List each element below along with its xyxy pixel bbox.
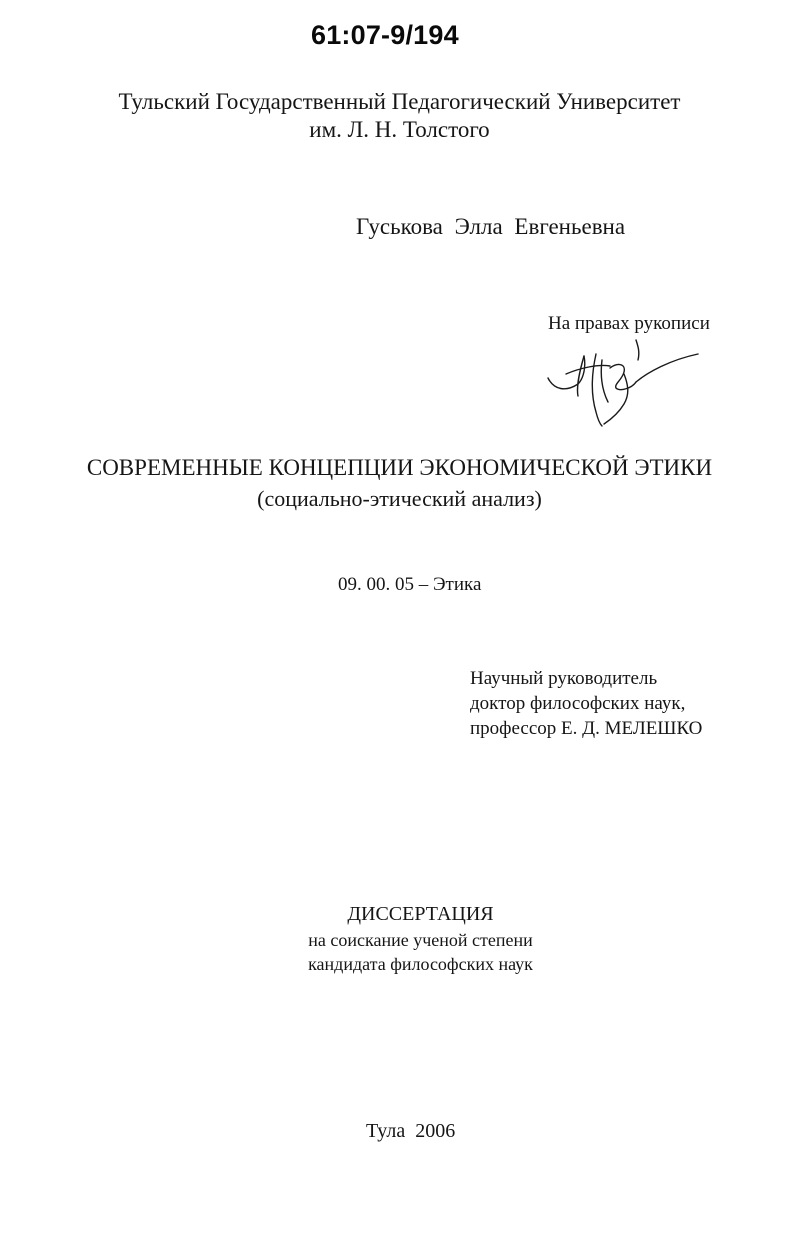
university-block bbox=[0, 88, 799, 144]
university-dedication: им. Л. Н. Толстого bbox=[309, 117, 490, 142]
dissertation-heading: ДИССЕРТАЦИЯ bbox=[347, 903, 494, 925]
supervisor-name: профессор Е. Д. МЕЛЕШКО bbox=[470, 718, 703, 739]
dissertation-subtitle: (социально-этический анализ) bbox=[257, 486, 542, 511]
dissertation-title: СОВРЕМЕННЫЕ КОНЦЕПЦИИ ЭКОНОМИЧЕСКОЙ ЭТИКИ bbox=[86, 455, 713, 480]
catalog-number: 61:07-9/194 bbox=[311, 20, 459, 50]
supervisor-block bbox=[470, 666, 702, 741]
manuscript-note: На правах рукописи bbox=[548, 313, 710, 334]
author-name: Гуськова Элла Евгеньевна bbox=[356, 214, 626, 239]
degree-name: кандидата философских наук bbox=[308, 954, 533, 974]
university-name: Тульский Государственный Педагогический Университет bbox=[118, 89, 681, 114]
supervisor-role: Научный руководитель bbox=[470, 668, 658, 689]
degree-purpose: на соискание ученой степени bbox=[308, 930, 533, 950]
supervisor-degree: доктор философских наук, bbox=[470, 693, 686, 714]
specialty-code: 09. 00. 05 – Этика bbox=[338, 574, 482, 595]
signature-icon bbox=[540, 330, 700, 430]
city-year: Тула 2006 bbox=[366, 1120, 456, 1142]
